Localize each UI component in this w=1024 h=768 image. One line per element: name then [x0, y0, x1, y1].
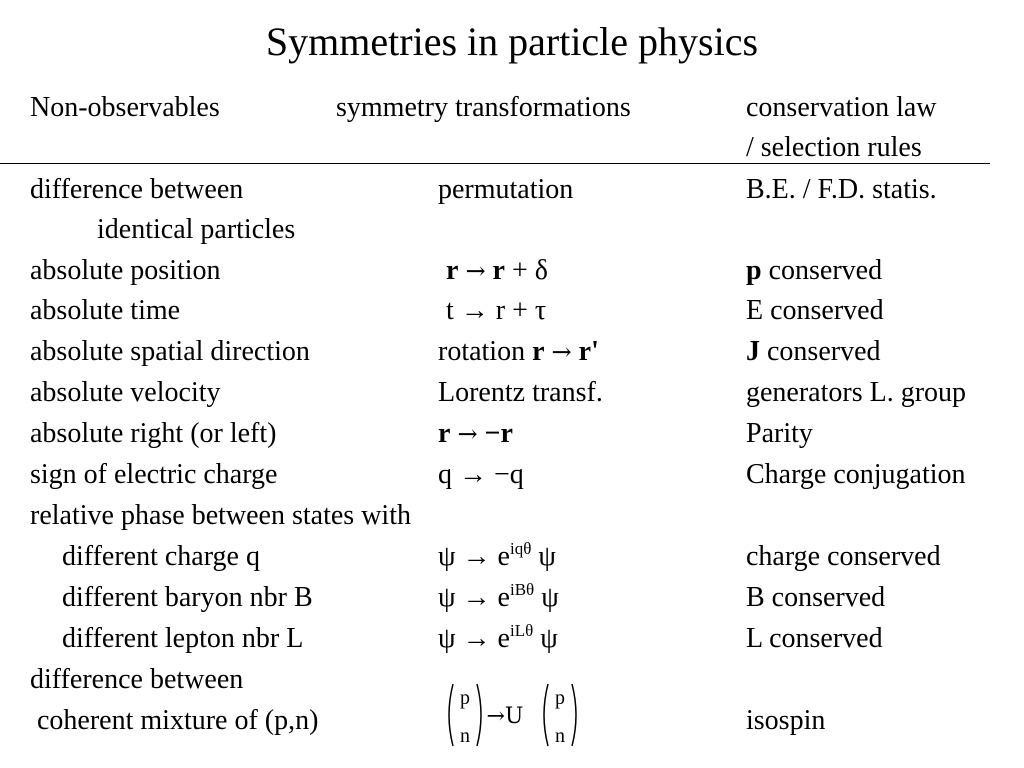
row-9-psi: ψ [538, 541, 556, 572]
row-4-conservation [746, 335, 881, 369]
row-2-vector-r2: r [492, 255, 505, 286]
matrix-operator: →U [486, 704, 524, 729]
row-4-vector-r: r [532, 336, 545, 367]
row-2-momentum: p [746, 255, 762, 286]
row-6-non-observable: absolute right (or left) [30, 418, 277, 449]
row-13-non-observable: coherent mixture of (p,n) [37, 705, 319, 736]
row-9-exponent: iqθ [509, 539, 532, 558]
row-6-vector-minus-r: −r [484, 418, 513, 449]
left-paren-1 [449, 684, 453, 746]
row-12-non-observable: difference between [30, 664, 244, 695]
isospin-matrix-transform [443, 680, 583, 750]
row-9-non-observable: different charge q [62, 541, 260, 572]
matrix-left-p: p [460, 687, 470, 709]
row-6-vector-r: r [438, 418, 451, 449]
matrix-right-p: p [555, 687, 565, 709]
row-9-transformation [438, 540, 556, 577]
row-11-transformation [438, 622, 558, 659]
row-1-conservation: B.E. / F.D. statis. [746, 174, 937, 205]
row-4-angular-momentum: J [746, 336, 760, 367]
row-7-transformation: q → −q [438, 459, 524, 490]
row-1-transformation: permutation [438, 174, 574, 205]
matrix-right-n: n [555, 725, 565, 747]
row-3-transformation: t → r + τ [446, 295, 547, 326]
row-10-transformation [438, 581, 559, 618]
page-title: Symmetries in particle physics [265, 19, 759, 64]
header-symmetry-transformations: symmetry transformations [336, 92, 631, 123]
row-11-psi: ψ [540, 623, 558, 654]
row-8-non-observable: relative phase between states with [30, 500, 411, 531]
row-13-conservation: isospin [746, 705, 826, 736]
row-1-non-observable: difference between [30, 174, 244, 205]
row-5-transformation: Lorentz transf. [438, 377, 603, 408]
row-7-non-observable: sign of electric charge [30, 459, 278, 490]
row-11-non-observable: different lepton nbr L [62, 623, 304, 654]
row-7-conservation: Charge conjugation [746, 459, 966, 490]
row-4-arrow: → [551, 338, 572, 366]
row-11-psi-exp: ψ → e [438, 623, 510, 654]
row-11-conservation: L conserved [746, 623, 883, 654]
row-4-rotation: rotation [438, 336, 526, 367]
header-non-observables: Non-observables [30, 92, 220, 123]
header-conservation-law: conservation law [746, 92, 937, 123]
row-5-conservation: generators L. group [746, 377, 967, 408]
row-4-conserved: conserved [767, 336, 881, 367]
row-6-arrow: → [457, 420, 478, 448]
row-4-non-observable: absolute spatial direction [30, 336, 310, 367]
row-2-conserved: conserved [768, 255, 883, 286]
row-2-delta: + δ [511, 255, 548, 286]
row-3-non-observable: absolute time [30, 295, 181, 326]
right-paren-2 [572, 684, 576, 746]
row-10-conservation: B conserved [746, 582, 886, 613]
row-9-psi-exp: ψ → e [438, 541, 510, 572]
header-divider [0, 163, 990, 164]
row-2-arrow: → [465, 257, 486, 285]
row-2-conservation [746, 254, 882, 288]
row-10-psi-exp: ψ → e [438, 582, 510, 613]
row-10-non-observable: different baryon nbr B [62, 582, 313, 613]
row-5-non-observable: absolute velocity [30, 377, 221, 408]
row-2-vector-r: r [446, 255, 459, 286]
row-2-non-observable: absolute position [30, 255, 221, 286]
left-paren-2 [544, 684, 548, 746]
row-2-transformation [446, 254, 548, 288]
row-6-conservation: Parity [746, 418, 813, 449]
row-10-psi: ψ [541, 582, 559, 613]
matrix-left-n: n [460, 725, 470, 747]
row-1-continuation: identical particles [97, 214, 296, 245]
row-4-vector-r-prime: r' [578, 336, 599, 367]
header-selection-rules: / selection rules [746, 132, 922, 163]
row-3-conservation: E conserved [746, 295, 884, 326]
row-9-conservation: charge conserved [746, 541, 941, 572]
row-11-exponent: iLθ [509, 621, 534, 640]
row-6-transformation [438, 417, 513, 451]
row-10-exponent: iBθ [509, 580, 535, 599]
right-paren-1 [477, 684, 481, 746]
row-4-transformation [438, 335, 599, 369]
